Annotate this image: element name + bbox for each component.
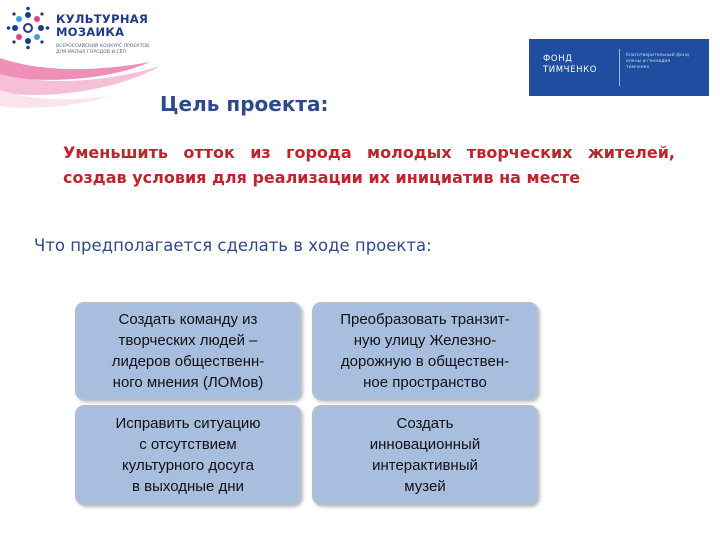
foundation-description-line: тимченко: [626, 65, 650, 70]
box-text-line: творческих людей –: [118, 332, 258, 349]
slide-title: Цель проекта:: [160, 92, 329, 116]
box-text-line: культурного досуга: [122, 457, 254, 474]
box-text-line: лидеров общественн-: [111, 353, 265, 370]
brand-name-line: МОЗАИКА: [56, 25, 125, 39]
box-text-line: инновационный: [369, 436, 481, 453]
foundation-description-line: благотворительный фонд: [626, 53, 690, 58]
box-text-line: Исправить ситуацию: [115, 415, 261, 432]
project-goal: [63, 140, 675, 190]
action-box-street: [312, 302, 538, 400]
foundation-description-line: елены и геннадия: [626, 59, 671, 64]
box-text-line: Создать: [396, 415, 454, 432]
project-goal-line: создав условия для реализации их инициатив на месте: [63, 168, 581, 187]
action-box-team: [75, 302, 301, 400]
action-box-leisure: [75, 405, 301, 505]
action-box-museum: [312, 405, 538, 505]
box-text-line: ного мнения (ЛОМов): [112, 374, 264, 391]
box-text-line: в выходные дни: [132, 478, 244, 495]
box-text-line: ную улицу Железно-: [353, 332, 497, 349]
brand-subtitle-line: ДЛЯ МАЛЫХ ГОРОДОВ И СЁЛ: [56, 49, 126, 55]
foundation-divider: [619, 49, 620, 86]
brand-name-line: КУЛЬТУРНАЯ: [56, 12, 149, 26]
box-text-line: ное пространство: [363, 374, 487, 391]
foundation-name: [543, 54, 613, 76]
box-text-line: с отсутствием: [139, 436, 237, 453]
box-text-line: музей: [404, 478, 446, 495]
box-text-line: Создать команду из: [118, 311, 258, 328]
box-text-line: интерактивный: [372, 457, 478, 474]
foundation-name-line: ФОНД: [543, 54, 573, 64]
foundation-description: [626, 53, 701, 71]
box-text-line: Преобразовать транзит-: [340, 311, 510, 328]
plan-heading: Что предполагается сделать в ходе проекта:: [34, 236, 432, 255]
mosaic-flower-icon: [6, 6, 50, 50]
box-text-line: дорожную в обществен-: [340, 353, 510, 370]
brand-name: [56, 13, 166, 39]
foundation-name-line: ТИМЧЕНКО: [543, 65, 597, 75]
timchenko-foundation-logo: [529, 39, 709, 96]
brand-subtitle-line: ВСЕРОССИЙСКИЙ КОНКУРС ПРОЕКТОВ: [56, 44, 150, 49]
brand-subtitle: [56, 44, 166, 55]
project-goal-line: Уменьшить отток из города молодых творческих жителей,: [63, 143, 675, 162]
